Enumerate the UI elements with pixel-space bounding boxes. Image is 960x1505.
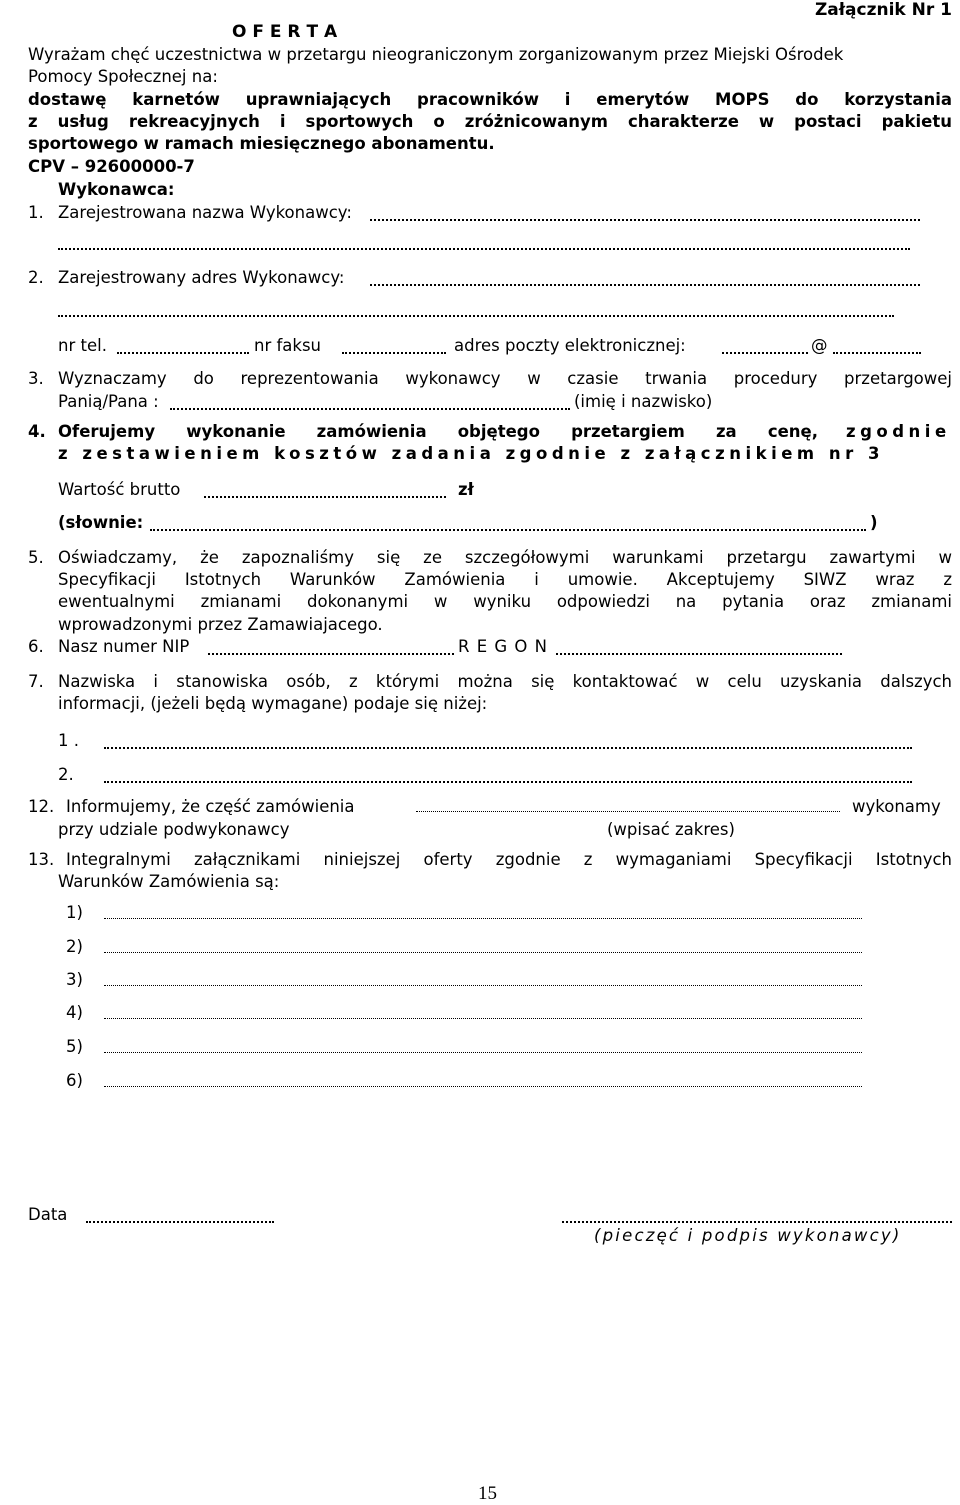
fill-amount-words[interactable]	[150, 529, 866, 531]
fill-gross-value[interactable]	[204, 496, 446, 498]
item-number: 5.	[28, 548, 44, 567]
document-title: O F E R T A	[232, 22, 338, 42]
item-number: 3.	[28, 369, 44, 388]
item-number: 4.	[28, 422, 46, 441]
item-number: 7.	[28, 672, 44, 691]
item-text: Nazwiska i stanowiska osób, z którymi można się kontaktować w celu uzyskania dalszych	[58, 672, 952, 691]
attachment-number: 5)	[66, 1037, 83, 1056]
attachment-number: 1)	[66, 903, 83, 922]
item-label: Zarejestrowany adres Wykonawcy:	[58, 268, 345, 287]
date-label: Data	[28, 1205, 68, 1224]
contractor-heading: Wykonawca:	[58, 180, 175, 199]
attachment-label: Załącznik Nr 1	[814, 0, 952, 20]
fill-subcontract-part[interactable]	[416, 811, 840, 812]
item-text-spaced: z zestawieniem kosztów zadania zgodnie z załącznikiem nr 3	[58, 444, 884, 463]
gross-unit: zł	[458, 480, 474, 499]
fill-attachment[interactable]	[104, 1018, 862, 1019]
fill-regon[interactable]	[556, 653, 842, 655]
page-number: 15	[478, 1483, 497, 1504]
item-text: przy udziale podwykonawcy	[58, 820, 290, 839]
item-text: (imię i nazwisko)	[574, 392, 713, 411]
attachment-number: 3)	[66, 970, 83, 989]
item-number: 12.	[28, 797, 55, 816]
item-text: Informujemy, że część zamówienia	[66, 797, 355, 816]
fax-label: nr faksu	[254, 336, 322, 355]
fill-email-user[interactable]	[722, 352, 808, 354]
item-number: 6.	[28, 637, 44, 656]
item-text: Specyfikacji Istotnych Warunków Zamówienia i umowie. Akceptujemy SIWZ wraz z	[58, 570, 952, 589]
cpv-code: CPV – 92600000-7	[28, 157, 195, 176]
fill-nip[interactable]	[208, 653, 454, 655]
fill-attachment[interactable]	[104, 918, 862, 919]
contact-person-number: 2.	[58, 765, 74, 784]
attachment-number: 6)	[66, 1071, 83, 1090]
fill-line-name[interactable]	[370, 219, 920, 221]
subject-line: dostawę karnetów uprawniających pracowników i emerytów MOPS do korzystania	[28, 90, 952, 109]
item-text: (wpisać zakres)	[607, 820, 735, 839]
item-label: Zarejestrowana nazwa Wykonawcy:	[58, 203, 352, 222]
fill-contact-person[interactable]	[104, 781, 912, 783]
words-end: )	[870, 513, 878, 532]
fill-attachment[interactable]	[104, 1052, 862, 1053]
fill-tel[interactable]	[117, 352, 249, 354]
item-number: 13.	[28, 850, 55, 869]
regon-label: R E G O N	[458, 637, 548, 656]
item-text: wykonamy	[852, 797, 941, 816]
words-label: (słownie:	[58, 513, 144, 532]
intro-line: Pomocy Społecznej na:	[28, 67, 218, 86]
item-text: ewentualnymi zmianami dokonanymi w wyniku odpowiedzi na pytania oraz zmianami	[58, 592, 952, 611]
contact-person-number: 1 .	[58, 731, 79, 750]
item-text: Oświadczamy, że zapoznaliśmy się ze szczegółowymi warunkami przetargu zawartymi w	[58, 548, 952, 567]
item-number: 1.	[28, 203, 44, 222]
item-text: Wyznaczamy do reprezentowania wykonawcy w czasie trwania procedury przetargowej	[58, 369, 952, 388]
fill-date[interactable]	[86, 1221, 274, 1223]
intro-line: Wyrażam chęć uczestnictwa w przetargu nieograniczonym zorganizowanym przez Miejski Ośrodek	[28, 45, 844, 64]
subject-line: sportowego w ramach miesięcznego abonamentu.	[28, 134, 495, 153]
fill-contact-person[interactable]	[104, 747, 912, 749]
item-text: Oferujemy wykonanie zamówienia objętego przetargiem za cenę,	[58, 422, 818, 441]
fill-attachment[interactable]	[104, 985, 862, 986]
fill-representative[interactable]	[170, 408, 570, 410]
item-text: Panią/Pana :	[58, 392, 159, 411]
tel-label: nr tel.	[58, 336, 107, 355]
fill-signature[interactable]	[562, 1221, 952, 1223]
gross-label: Wartość brutto	[58, 480, 181, 499]
signature-caption: (pieczęć i podpis wykonawcy)	[594, 1226, 902, 1245]
item-text-spaced: zgodnie	[846, 422, 951, 441]
fill-line-address-continued[interactable]	[58, 315, 894, 317]
item-text: Integralnymi załącznikami niniejszej oferty zgodnie z wymaganiami Specyfikacji Istotnych	[66, 850, 952, 869]
fill-fax[interactable]	[342, 352, 446, 354]
nip-label: Nasz numer NIP	[58, 637, 190, 656]
fill-attachment[interactable]	[104, 1086, 862, 1087]
item-text: Warunków Zamówienia są:	[58, 872, 280, 891]
fill-email-domain[interactable]	[833, 352, 921, 354]
attachment-number: 4)	[66, 1003, 83, 1022]
item-number: 2.	[28, 268, 44, 287]
subject-line: z usług rekreacyjnych i sportowych o zróżnicowanym charakterze w postaci pakietu	[28, 112, 952, 131]
fill-line-address[interactable]	[370, 284, 920, 286]
fill-line-name-continued[interactable]	[58, 248, 910, 250]
item-text: wprowadzonymi przez Zamawiajacego.	[58, 615, 383, 634]
fill-attachment[interactable]	[104, 952, 862, 953]
item-text: informacji, (jeżeli będą wymagane) podaje się niżej:	[58, 694, 488, 713]
at-sign: @	[811, 336, 828, 355]
attachment-number: 2)	[66, 937, 83, 956]
email-label: adres poczty elektronicznej:	[454, 336, 686, 355]
